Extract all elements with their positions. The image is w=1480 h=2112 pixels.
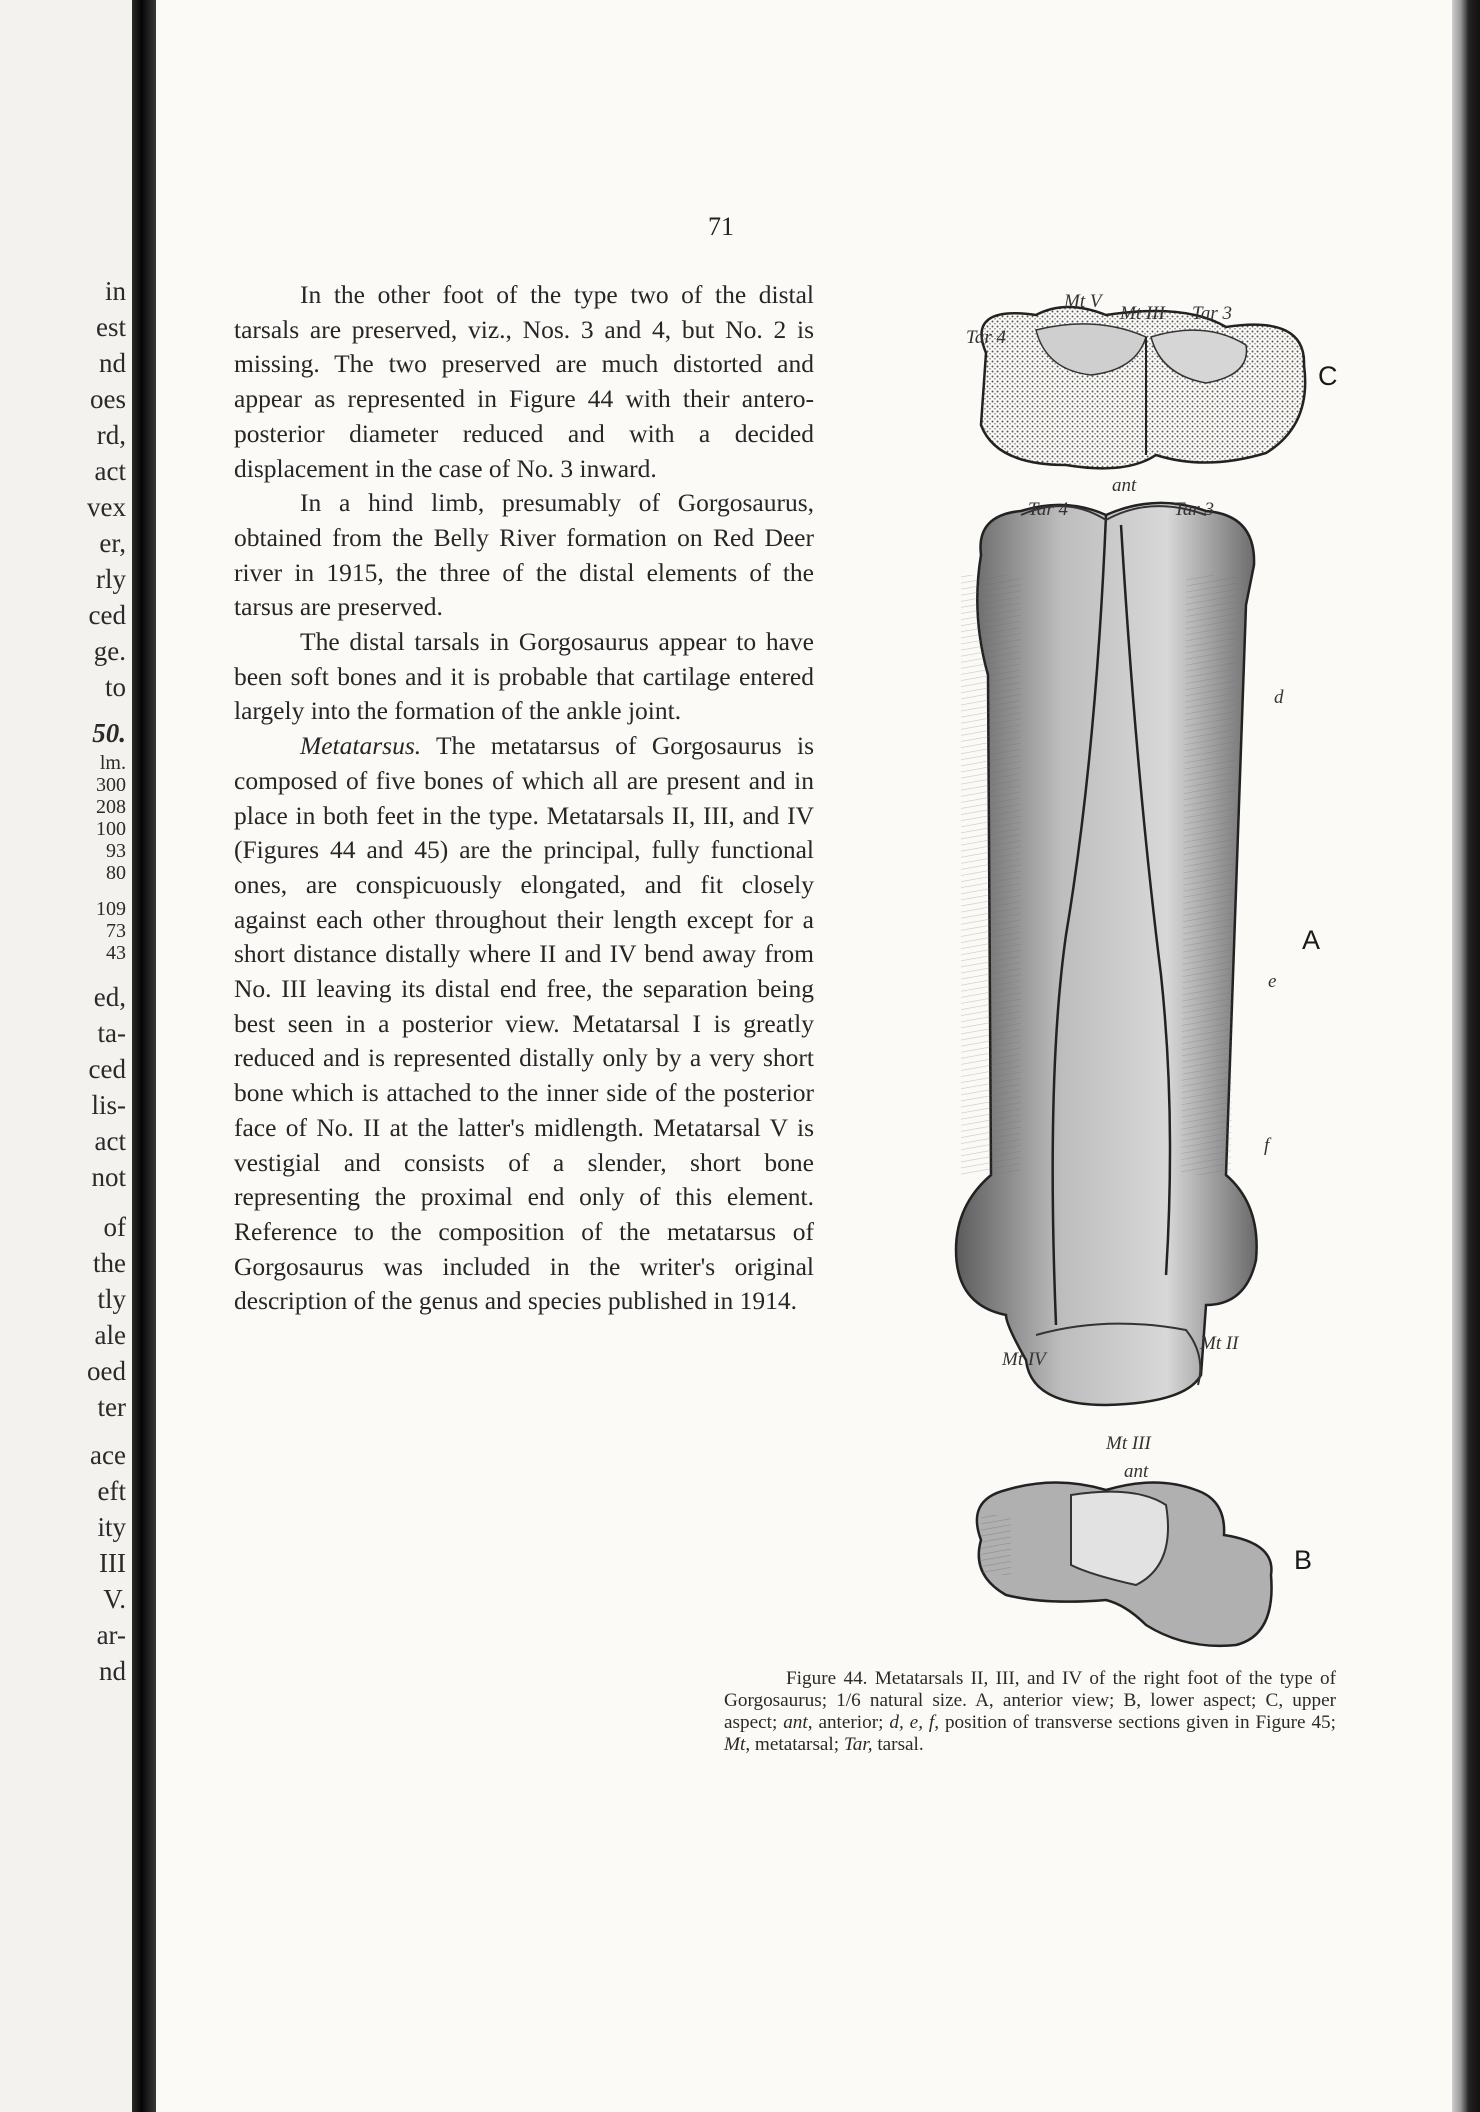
facing-page-fragment: est xyxy=(96,312,126,342)
facing-page-fragment: ale xyxy=(94,1320,126,1350)
facing-page-fragment: ta- xyxy=(97,1018,126,1048)
facing-page-fragment: ge. xyxy=(93,636,126,666)
facing-page-fragment: nd xyxy=(99,348,126,378)
facing-page-fragment: in xyxy=(104,276,126,306)
panel-c-upper-aspect xyxy=(981,307,1305,468)
paragraph-distal-tarsals: In the other foot of the type two of the distal tarsals are preserved, viz., Nos. 3 and 4, but No. 2 is missing. The two preserved are much distorted and appear as represented in Figure 44 with their antero-posterior diameter reduced and with a decided displacement in the case of No. 3 inward. xyxy=(234,280,814,483)
paragraph-hind-limb: In a hind limb, presumably of Gorgosaurus, obtained from the Belly River formation on Red Deer river in 1915, the three of the distal elements of the tarsus are preserved. xyxy=(234,488,814,622)
panel-letter-b: B xyxy=(1294,1545,1313,1575)
facing-page-fragment: tly xyxy=(97,1284,126,1314)
label-a-tar4: Tar 4 xyxy=(1028,499,1068,520)
facing-page-fragment: oed xyxy=(87,1356,126,1386)
label-b-ant: ant xyxy=(1124,1461,1149,1482)
facing-page-fragment: III xyxy=(99,1548,126,1578)
facing-page-fragment: lis- xyxy=(91,1090,126,1120)
label-c-ant: ant xyxy=(1112,475,1137,496)
facing-page-fragment: V. xyxy=(103,1584,126,1614)
label-a-mt-iii: Mt III xyxy=(1106,1433,1151,1454)
facing-page-fragment: ced xyxy=(88,1054,126,1084)
panel-b-lower-aspect xyxy=(977,1483,1272,1646)
metatarsus-body: The metatarsus of Gorgosaurus is composed of five bones of which all are present and in place in both feet in the type. Metatarsals II, III, and IV (Figures 44 and 45) are the principal, fully functional ones, are conspicuously elongated, and fit closely against each other throughout their length except for a short distance distally where II and IV bend away from No. III leaving its distal end free, the separation being best seen in a posterior view. Metatarsal I is greatly reduced and is represented distally only by a very short bone which is attached to the inner side of the posterior face of No. II at the latter's midlength. Metatarsal V is vestigial and consists of a slender, short bone representing the proximal end only of this element. Reference to the composition of the metatarsus of Gorgosaurus was included in the writer's original description of the genus and species published in 1914. xyxy=(234,731,814,1316)
label-a-tar3: Tar 3 xyxy=(1174,499,1214,520)
facing-page-fragment: ced xyxy=(88,600,126,630)
caption-fraction: 1/6 xyxy=(836,1690,861,1711)
facing-page-fragment: nd xyxy=(99,1656,126,1686)
caption-tar-abbr: Tar, xyxy=(843,1734,873,1755)
facing-page-fragment: ter xyxy=(97,1392,126,1422)
facing-page-fragment: 100 xyxy=(96,818,126,840)
paragraph-metatarsus xyxy=(234,729,814,1319)
facing-page-fragment: the xyxy=(93,1248,126,1278)
page xyxy=(156,0,1452,2112)
facing-page-fragment: 208 xyxy=(96,796,126,818)
facing-page-fragment: 109 xyxy=(96,898,126,920)
facing-page-fragment: ed, xyxy=(93,982,126,1012)
panel-a-anterior-view xyxy=(956,503,1257,1405)
label-a-d: d xyxy=(1274,687,1284,708)
facing-page-fragment: 93 xyxy=(106,840,126,862)
label-a-f: f xyxy=(1264,1135,1270,1156)
figure-caption xyxy=(724,1668,1336,1756)
facing-page-fragment: ity xyxy=(97,1512,126,1542)
figure-44 xyxy=(806,275,1446,1655)
facing-page-fragment: to xyxy=(104,672,126,702)
facing-page-fragment: ar- xyxy=(96,1620,126,1650)
caption-ant-abbr: ant xyxy=(783,1712,808,1733)
facing-page-fragment: rd, xyxy=(96,420,126,450)
caption-text-3: , anterior; xyxy=(807,1712,890,1733)
facing-page-fragment: act xyxy=(94,456,126,486)
facing-page-fragment: lm. xyxy=(99,752,126,774)
facing-page-fragment: oes xyxy=(90,384,126,414)
facing-page-fragment: not xyxy=(91,1162,126,1192)
caption-text-6: tarsal. xyxy=(872,1734,924,1755)
book-gutter xyxy=(132,0,156,2112)
facing-page-fragment: of xyxy=(103,1212,126,1242)
label-c-tar4: Tar 4 xyxy=(966,327,1006,348)
caption-text-4: , position of transverse sections given in Figure 45; xyxy=(934,1712,1336,1733)
facing-page xyxy=(0,0,132,2112)
page-edge xyxy=(1452,0,1480,2112)
label-a-mt-ii: Mt II xyxy=(1200,1333,1239,1354)
facing-page-fragment: 50. xyxy=(92,718,126,748)
caption-text-1: Figure 44. Metatarsals II, III, and IV of the right foot of the type of Gorgosaurus; xyxy=(724,1668,1336,1711)
facing-page-fragment: er, xyxy=(99,528,126,558)
facing-page-fragment: 80 xyxy=(106,862,126,884)
caption-def-abbr: d, e, f xyxy=(889,1712,935,1733)
facing-page-fragment: act xyxy=(94,1126,126,1156)
facing-page-fragment: vex xyxy=(87,492,126,522)
label-c-mt-iii: Mt III xyxy=(1120,303,1165,324)
page-number: 71 xyxy=(708,212,734,241)
caption-mt-abbr: Mt xyxy=(724,1734,746,1755)
body-text xyxy=(234,278,814,1319)
label-a-mt-iv: Mt IV xyxy=(1002,1349,1046,1370)
facing-page-fragment: eft xyxy=(97,1476,126,1506)
facing-page-fragment: 43 xyxy=(106,942,126,964)
panel-letter-c: C xyxy=(1318,361,1338,391)
facing-page-fragment: ace xyxy=(90,1440,126,1470)
panel-letter-a: A xyxy=(1302,925,1321,955)
metatarsus-heading: Metatarsus. xyxy=(300,731,422,761)
caption-text-2: natural size. A, anterior view; B, lower aspect; C, upper aspect; xyxy=(724,1690,1336,1733)
label-a-e: e xyxy=(1268,971,1277,992)
label-c-mt-v: Mt V xyxy=(1064,291,1102,312)
facing-page-fragment: rly xyxy=(96,564,126,594)
paragraph-soft-bones: The distal tarsals in Gorgosaurus appear to have been soft bones and it is probable that cartilage entered largely into the formation of the ankle joint. xyxy=(234,627,814,726)
facing-page-fragment: 73 xyxy=(106,920,126,942)
caption-text-5: , metatarsal; xyxy=(745,1734,844,1755)
facing-page-fragment: 300 xyxy=(96,774,126,796)
label-c-tar3: Tar 3 xyxy=(1192,303,1232,324)
